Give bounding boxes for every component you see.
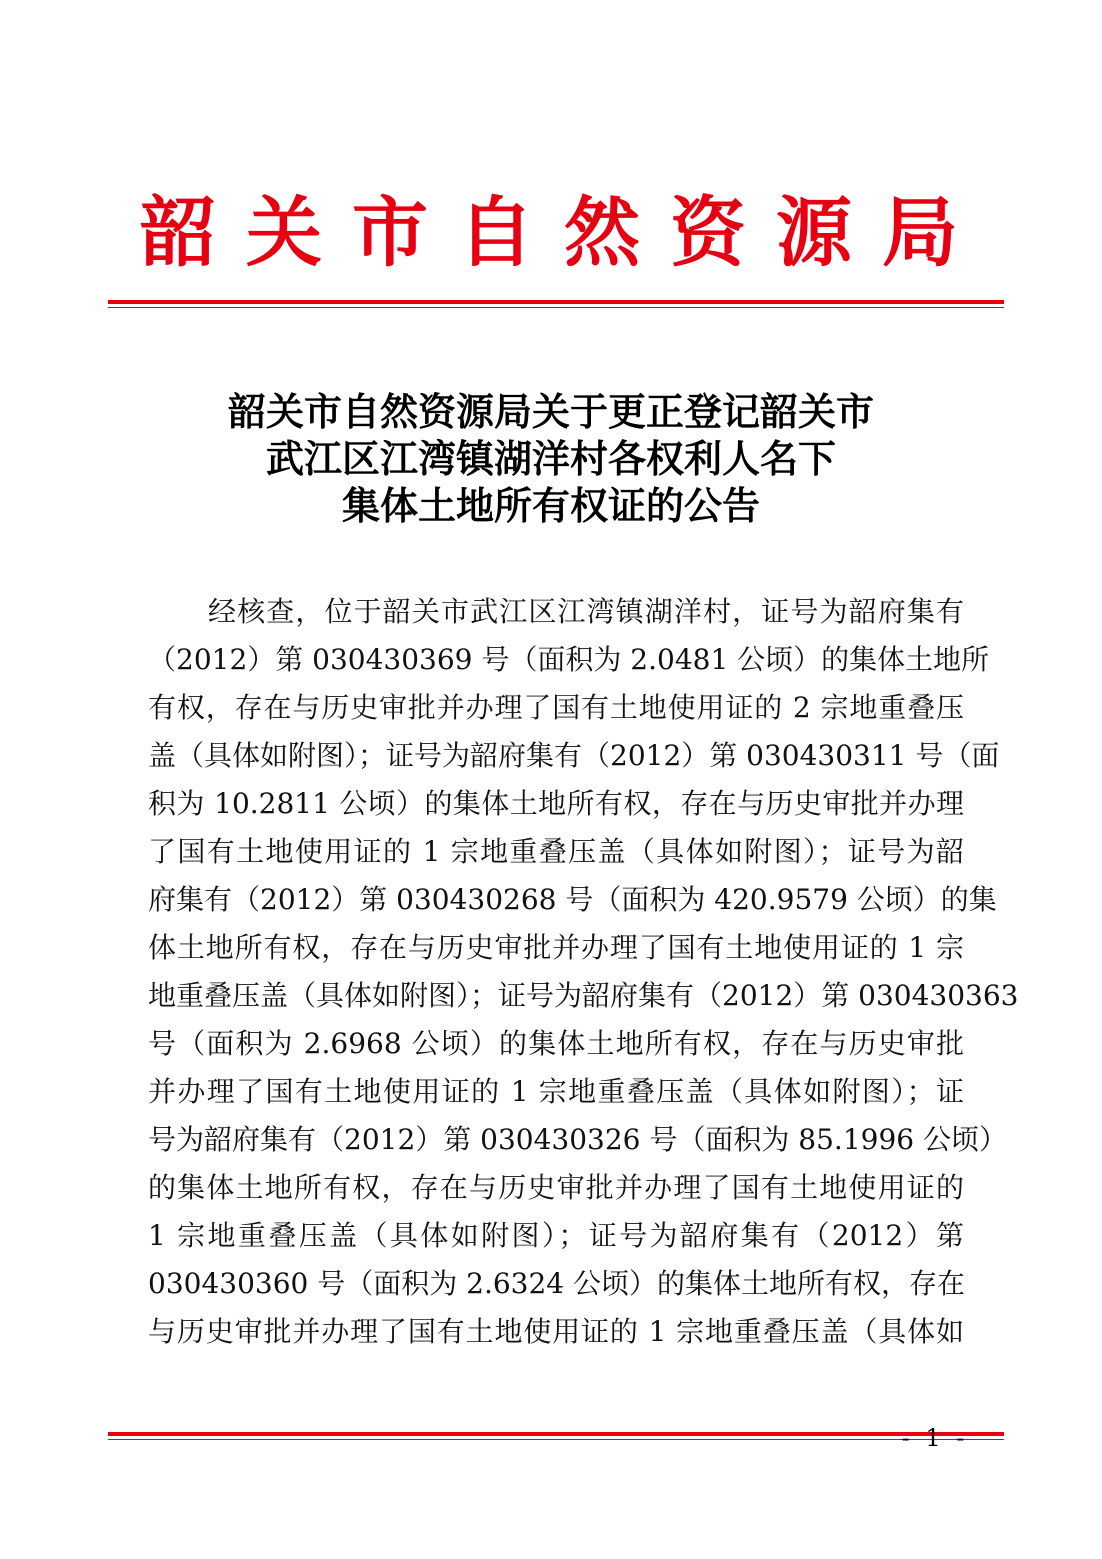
title-line: 集体土地所有权证的公告 (341, 483, 760, 528)
body-line: 与历史审批并办理了国有土地使用证的 1 宗地重叠压盖（具体如 (148, 1315, 964, 1348)
title-line: 韶关市自然资源局关于更正登记韶关市 (227, 389, 874, 434)
body-line: 府集有（2012）第 030430268 号（面积为 420.9579 公顷）的集 (148, 883, 997, 916)
body-line: 的集体土地所有权，存在与历史审批并办理了国有土地使用证的 (148, 1171, 964, 1204)
body-line: 并办理了国有土地使用证的 1 宗地重叠压盖（具体如附图）；证 (148, 1075, 964, 1108)
title-line: 武江区江湾镇湖洋村各权利人名下 (265, 436, 836, 481)
announcement-body (148, 588, 1019, 1356)
footer-divider-thin (108, 1439, 1004, 1440)
footer-divider-thick (108, 1432, 1004, 1436)
body-line: 号为韶府集有（2012）第 030430326 号（面积为 85.1996 公顷） (148, 1123, 1007, 1156)
header-divider-thick (108, 300, 1004, 304)
announcement-title (0, 388, 1102, 529)
body-line: 了国有土地使用证的 1 宗地重叠压盖（具体如附图）；证号为韶 (148, 835, 964, 868)
body-line: （2012）第 030430369 号（面积为 2.0481 公顷）的集体土地所 (148, 643, 990, 676)
page-number: - 1 - (901, 1424, 969, 1452)
header-divider-thin (108, 307, 1004, 308)
body-line: 盖（具体如附图）；证号为韶府集有（2012）第 030430311 号（面 (148, 739, 1000, 772)
body-line: 号（面积为 2.6968 公顷）的集体土地所有权，存在与历史审批 (148, 1027, 964, 1060)
body-line: 1 宗地重叠压盖（具体如附图）；证号为韶府集有（2012）第 (148, 1219, 964, 1252)
body-line: 经核查，位于韶关市武江区江湾镇湖洋村，证号为韶府集有 (208, 595, 964, 628)
body-line: 030430360 号（面积为 2.6324 公顷）的集体土地所有权，存在 (148, 1267, 966, 1300)
issuing-organization-header: 韶关市自然资源局 (140, 188, 988, 277)
body-line: 地重叠压盖（具体如附图）；证号为韶府集有（2012）第 030430363 (148, 979, 1019, 1012)
body-line: 有权，存在与历史审批并办理了国有土地使用证的 2 宗地重叠压 (148, 691, 964, 724)
body-line: 积为 10.2811 公顷）的集体土地所有权，存在与历史审批并办理 (148, 787, 964, 820)
body-line: 体土地所有权，存在与历史审批并办理了国有土地使用证的 1 宗 (148, 931, 964, 964)
